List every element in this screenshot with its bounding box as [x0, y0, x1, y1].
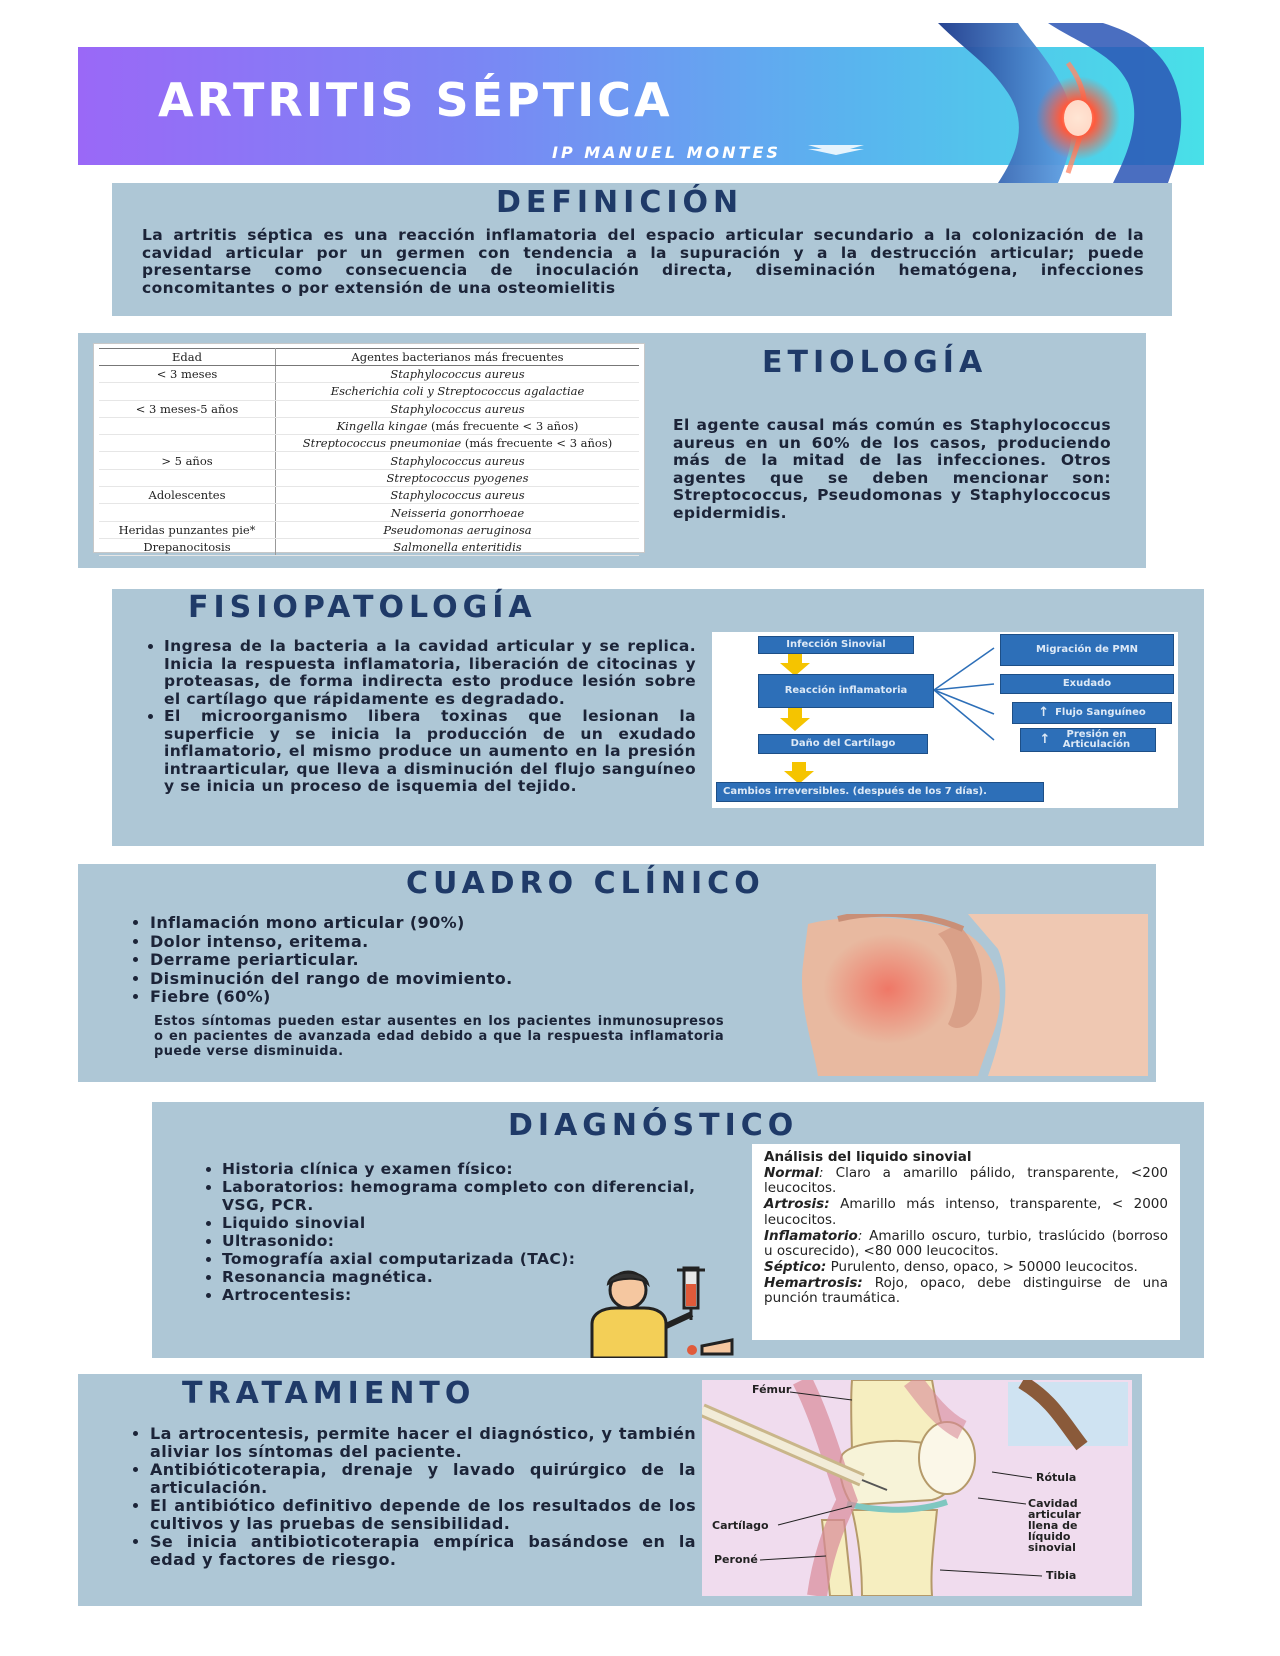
table-row — [99, 417, 639, 434]
knee-anatomy-diagram — [702, 1380, 1132, 1596]
author-name: IP MANUEL MONTES — [552, 143, 781, 162]
list-item: • Se inicia antibioticoterapia empírica basándose en la edad y factores de riesgo. — [150, 1533, 696, 1569]
tratamiento-heading: TRATAMIENTO — [182, 1376, 476, 1411]
sinovial-item — [764, 1229, 1168, 1260]
diagnostico-heading: DIAGNÓSTICO — [508, 1108, 799, 1143]
list-item: • El microorganismo libera toxinas que lesionan la superficie y se inicia la producción de un exudado inflamatorio, el mismo produce un aumento en la presión intraarticular, que lleva a disminución del flujo sanguíneo y se inicia un proceso de isquemia del tejido. — [164, 708, 696, 796]
list-item: • Ultrasonido: — [222, 1232, 722, 1250]
list-item: • La artrocentesis, permite hacer el diagnóstico, y también aliviar los síntomas del paciente. — [150, 1425, 696, 1461]
table-cell-edad — [99, 417, 276, 434]
wing-icon — [806, 142, 866, 156]
table-cell-edad — [99, 469, 276, 486]
table-cell-agente — [276, 417, 640, 434]
list-item: • Ingresa de la bacteria a la cavidad articular y se replica. Inicia la respuesta inflamatoria, liberación de citocinas y proteasas, de forma indirecta esto produce lesión sobre el cartílago que rápidamente es degradado. — [164, 638, 696, 708]
arrow-up-icon: ↑ — [1038, 705, 1050, 721]
table-cell-edad: < 3 meses-5 años — [99, 400, 276, 417]
knee-anatomy-drawing — [702, 1380, 1132, 1596]
list-item: • Antibióticoterapia, drenaje y lavado quirúrgico de la articulación. — [150, 1461, 696, 1497]
table-row — [99, 435, 639, 452]
sinovial-item — [764, 1197, 1168, 1228]
table-cell-agente — [276, 469, 640, 486]
page-title: ARTRITIS SÉPTICA — [158, 73, 673, 127]
list-item: • Historia clínica y examen físico: — [222, 1160, 722, 1178]
agent-name: Escherichia coli y Streptococcus agalactiae — [330, 384, 585, 399]
table-cell-agente — [276, 435, 640, 452]
sinovial-title: Análisis del liquido sinovial — [764, 1149, 972, 1165]
flow-reaccion-inflamatoria: Reacción inflamatoria — [758, 674, 934, 708]
sinovial-item — [764, 1276, 1168, 1307]
knee-illustration — [898, 23, 1198, 183]
list-item: • Liquido sinovial — [222, 1214, 722, 1232]
list-item: • Inflamación mono articular (90%) — [150, 914, 710, 933]
agent-name: Staphylococcus aureus — [390, 488, 525, 503]
sinovial-desc: Amarillo más intenso, transparente, < 2000 leucocitos. — [764, 1196, 1168, 1228]
cuadro-clinico-list — [126, 914, 710, 1007]
agent-note: (más frecuente < 3 años) — [464, 436, 613, 451]
agent-name: Staphylococcus aureus — [390, 453, 525, 468]
table-cell-edad: Adolescentes — [99, 487, 276, 504]
definicion-text: La artritis séptica es una reacción inflamatoria del espacio articular secundario a la colonización de la cavidad articular por un germen con tendencia a la supuración y a la destrucción articular; puede presentarse como consecuencia de inoculación directa, diseminación hematógena, infecciones concomitantes o por extensión de una osteomielitis — [142, 226, 1144, 297]
table-cell-edad — [99, 504, 276, 521]
sinovial-item — [764, 1260, 1168, 1276]
table-row — [99, 504, 639, 521]
table-row — [99, 452, 639, 469]
cuadro-clinico-note: Estos síntomas pueden estar ausentes en los pacientes inmunosupresos o en pacientes de avanzada edad debido a que la respuesta inflamatoria puede verse disminuida. — [154, 1014, 724, 1059]
bacteria-table — [93, 343, 645, 553]
etiologia-heading: ETIOLOGÍA — [762, 345, 988, 380]
list-item: • Artrocentesis: — [222, 1286, 722, 1304]
list-item: • Fiebre (60%) — [150, 988, 710, 1007]
flow-presion-articulacion — [1020, 728, 1156, 752]
label-rotula: Rótula — [1036, 1471, 1077, 1484]
table-cell-edad — [99, 383, 276, 400]
label-femur: Fémur — [752, 1383, 792, 1396]
list-item: • Disminución del rango de movimiento. — [150, 970, 710, 989]
table-cell-edad — [99, 435, 276, 452]
table-cell-agente — [276, 366, 640, 383]
list-item: • El antibiótico definitivo depende de los resultados de los cultivos y las pruebas de sensibilidad. — [150, 1497, 696, 1533]
sinovial-term: Artrosis: — [764, 1196, 830, 1213]
table-cell-agente — [276, 400, 640, 417]
sinovial-desc: Rojo, opaco, debe distinguirse de una punción traumática. — [764, 1274, 1168, 1307]
sinovial-separator: : — [857, 1227, 863, 1244]
table-header-agentes: Agentes bacterianos más frecuentes — [276, 349, 640, 366]
list-item: • Laboratorios: hemograma completo con diferencial, VSG, PCR. — [222, 1178, 722, 1214]
sinovial-term: Inflamatorio — [764, 1227, 858, 1244]
liquido-sinovial-box — [752, 1144, 1180, 1340]
table-cell-edad: Drepanocitosis — [99, 538, 276, 555]
sinovial-separator: : — [819, 1164, 824, 1181]
fisiopatologia-heading: FISIOPATOLOGÍA — [188, 590, 537, 625]
flow-cambios-irreversibles: Cambios irreversibles. (después de los 7 días). — [716, 782, 1044, 802]
sinovial-term: Séptico: — [764, 1258, 827, 1275]
inflamed-knee-photo — [778, 914, 1148, 1076]
flow-exudado: Exudado — [1000, 674, 1174, 694]
table-row — [99, 400, 639, 417]
table-row — [99, 383, 639, 400]
sinovial-term: Normal — [764, 1164, 820, 1181]
list-item: • Tomografía axial computarizada (TAC): — [222, 1250, 722, 1268]
table-cell-agente — [276, 452, 640, 469]
arrow-up-icon: ↑ — [1039, 732, 1051, 748]
flow-diagram — [712, 632, 1178, 808]
label-perone: Peroné — [714, 1553, 758, 1566]
table-cell-agente — [276, 521, 640, 538]
fisiopatologia-list — [140, 638, 696, 796]
table-row — [99, 487, 639, 504]
header-banner — [78, 47, 1204, 165]
doctor-syringe-icon — [582, 1264, 738, 1358]
label-cartilago: Cartílago — [712, 1519, 769, 1532]
table-cell-agente — [276, 538, 640, 555]
cuadro-clinico-heading: CUADRO CLÍNICO — [406, 866, 765, 901]
tratamiento-list — [126, 1425, 696, 1569]
flow-presion-label: Presión en Articulación — [1062, 728, 1131, 750]
agent-note: (más frecuente < 3 años) — [431, 419, 579, 434]
table-row — [99, 469, 639, 486]
agent-name: Salmonella enteritidis — [393, 540, 522, 555]
table-row — [99, 366, 639, 383]
agent-name: Neisseria gonorrhoeae — [390, 505, 525, 520]
table-header-edad: Edad — [99, 349, 276, 366]
table-row — [99, 521, 639, 538]
agent-name: Streptococcus pyogenes — [386, 470, 529, 485]
agent-name: Pseudomonas aeruginosa — [383, 522, 532, 537]
table-cell-edad: < 3 meses — [99, 366, 276, 383]
table-cell-edad: > 5 años — [99, 452, 276, 469]
sinovial-term: Hemartrosis: — [764, 1274, 863, 1291]
flow-flujo-sanguineo — [1012, 702, 1172, 724]
flow-flujo-label: Flujo Sanguíneo — [1055, 706, 1146, 718]
sinovial-desc: Amarillo oscuro, turbio, traslúcido (borroso u oscurecido), <80 000 leucocitos. — [764, 1227, 1168, 1260]
list-item: • Resonancia magnética. — [222, 1268, 722, 1286]
definicion-section — [112, 183, 1172, 316]
definicion-heading: DEFINICIÓN — [496, 185, 744, 220]
list-item: • Dolor intenso, eritema. — [150, 933, 710, 952]
sinovial-desc: Claro a amarillo pálido, transparente, <200 leucocitos. — [764, 1164, 1168, 1197]
sinovial-desc: Purulento, denso, opaco, > 50000 leucocitos. — [826, 1258, 1138, 1275]
table-cell-agente — [276, 383, 640, 400]
label-tibia: Tibia — [1046, 1569, 1077, 1582]
agent-name: Kingella kingae — [336, 419, 428, 434]
sinovial-item — [764, 1166, 1168, 1197]
table-cell-agente — [276, 487, 640, 504]
etiologia-text: El agente causal más común es Staphylococcus aureus en un 60% de los casos, produciendo más de la mitad de las infecciones. Otros agentes que se deben mencionar son: Streptococcus, Pseudomonas y Staphyloccocus epidermidis. — [673, 416, 1111, 522]
agent-name: Staphylococcus aureus — [390, 401, 525, 416]
table-row — [99, 538, 639, 555]
list-item: • Derrame periarticular. — [150, 951, 710, 970]
flow-migracion-pmn: Migración de PMN — [1000, 634, 1174, 666]
table-cell-edad: Heridas punzantes pie* — [99, 521, 276, 538]
table-cell-agente — [276, 504, 640, 521]
agent-name: Streptococcus pneumoniae — [302, 436, 462, 451]
agent-name: Staphylococcus aureus — [390, 367, 525, 382]
label-cavidad: Cavidad articular llena de líquido sinovial — [1028, 1497, 1081, 1554]
flow-dano-cartilago: Daño del Cartílago — [758, 734, 928, 754]
flow-infeccion-sinovial: Infección Sinovial — [758, 636, 914, 654]
